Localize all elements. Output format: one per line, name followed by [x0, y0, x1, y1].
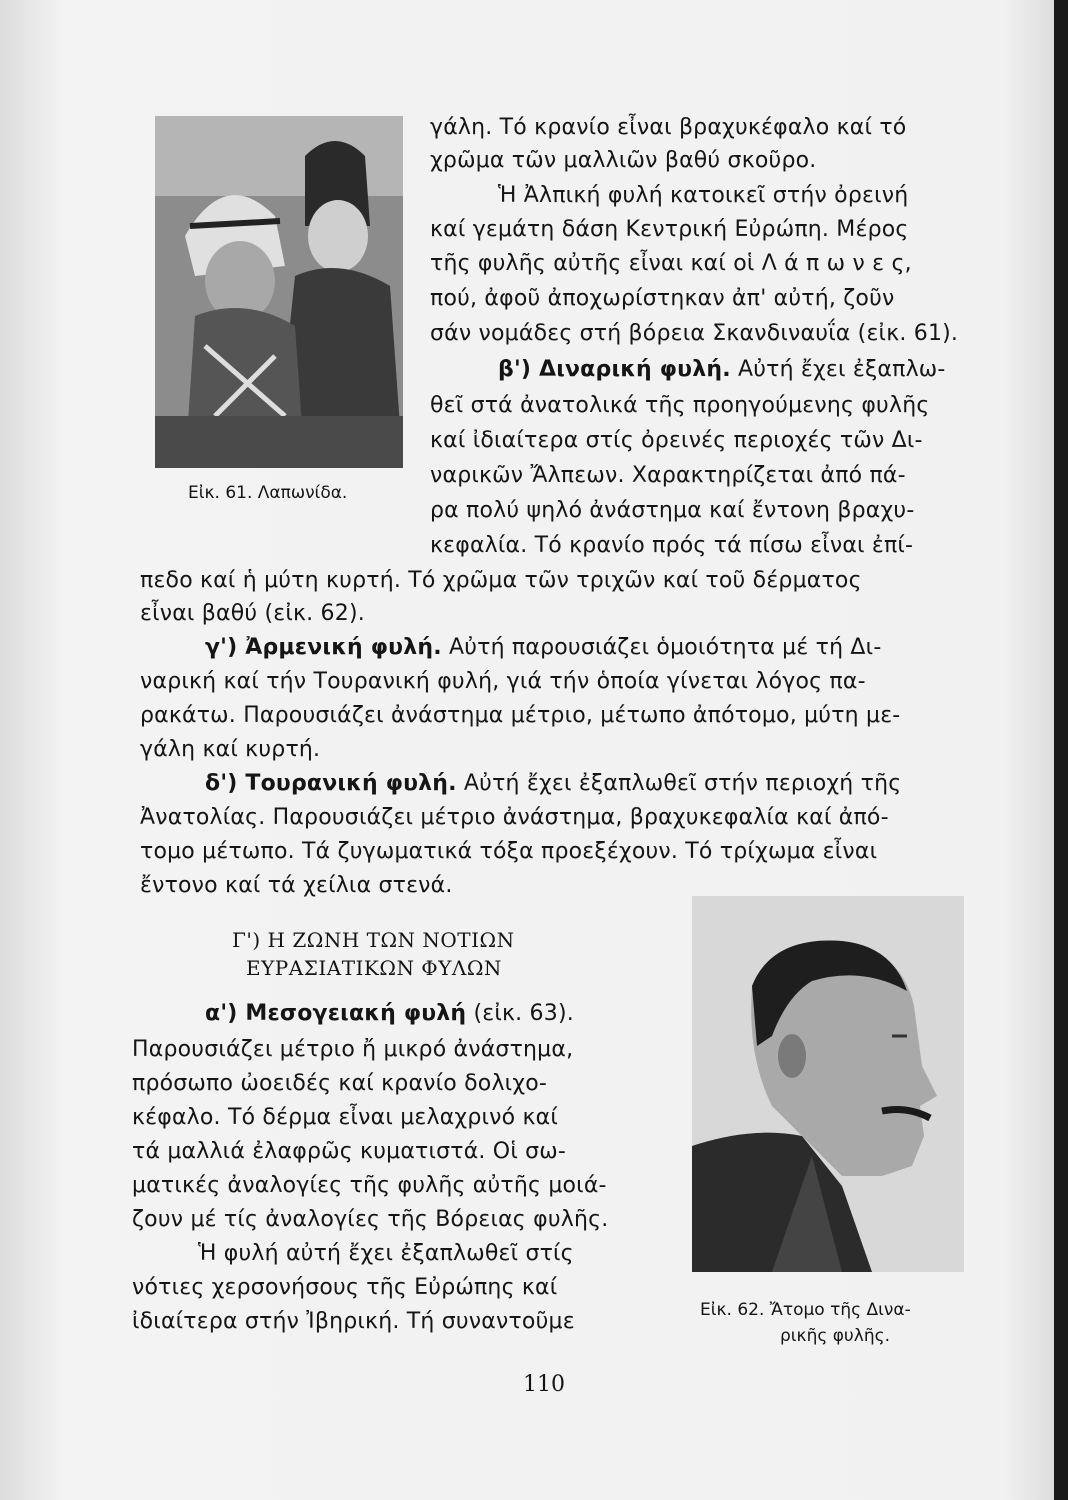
- text-line: καί ἰδιαίτερα στίς ὀρεινές περιοχές τῶν Δι-: [430, 428, 923, 453]
- text-line: ρακάτω. Παρουσιάζει ἀνάστημα μέτριο, μέτωπο ἀπότομο, μύτη με-: [140, 703, 901, 728]
- text-line: εἶναι βαθύ (εἰκ. 62).: [140, 601, 365, 626]
- text-line: γάλη καί κυρτή.: [140, 737, 321, 762]
- figure-62-caption-line1: Εἰκ. 62. Ἄτομο τῆς Δινα-: [700, 1300, 911, 1320]
- section-heading-line1: Γ') Η ΖΩΝΗ ΤΩΝ ΝΟΤΙΩΝ: [232, 928, 515, 952]
- text-line: Παρουσιάζει μέτριο ἤ μικρό ἀνάστημα,: [132, 1037, 574, 1062]
- text-line: νότιες χερσονήσους τῆς Εὐρώπης καί: [132, 1275, 558, 1300]
- figure-61-photo: [155, 116, 403, 468]
- armenian-line1-rest: Αὐτή παρουσιάζει ὁμοιότητα μέ τή Δι-: [441, 635, 882, 660]
- text-line: κεφαλία. Τό κρανίο πρός τά πίσω εἶναι ἐπί-: [430, 533, 914, 558]
- text-line: θεῖ στά ἀνατολικά τῆς προηγούμενης φυλῆς: [430, 393, 930, 418]
- dinaric-line1-rest: Αὐτή ἔχει ἐξαπλω-: [730, 357, 946, 382]
- figure-62-photo: [692, 896, 964, 1272]
- mediterranean-line1-rest: (εἰκ. 63).: [466, 1001, 574, 1026]
- text-line: τῆς φυλῆς αὐτῆς εἶναι καί οἱ Λ ά π ω ν ε ς,: [430, 251, 912, 276]
- page-edge: [1054, 0, 1068, 1500]
- text-line: ἔντονο καί τά χείλια στενά.: [140, 873, 453, 898]
- text-line: γάλη. Τό κρανίο εἶναι βραχυκέφαλο καί τό: [430, 115, 907, 140]
- armenian-label: γ') Ἀρμενική φυλή.: [205, 635, 442, 660]
- dinaric-label: β') Διναρική φυλή.: [498, 357, 731, 382]
- text-line: πού, ἀφοῦ ἀποχωρίστηκαν ἀπ' αὐτή, ζοῦν: [430, 286, 895, 311]
- text-line: πεδο καί ἡ μύτη κυρτή. Τό χρῶμα τῶν τριχῶν καί τοῦ δέρματος: [140, 568, 862, 593]
- turanian-heading-line: [205, 770, 901, 798]
- figure-62-caption-line2: ρικῆς φυλῆς.: [780, 1326, 890, 1346]
- text-line: ἰδιαίτερα στήν Ἰβηρική. Τή συναντοῦμε: [132, 1309, 575, 1334]
- text-line: τομο μέτωπο. Τά ζυγωματικά τόξα προεξέχουν. Τό τρίχωμα εἶναι: [140, 839, 878, 864]
- text-line: σάν νομάδες στή βόρεια Σκανδιναυΐα (εἰκ. 61).: [430, 321, 959, 346]
- text-line: Ἡ Ἀλπική φυλή κατοικεῖ στήν ὀρεινή: [498, 183, 909, 208]
- text-line: χρῶμα τῶν μαλλιῶν βαθύ σκοῦρο.: [430, 148, 817, 173]
- mediterranean-heading-line: [205, 1000, 574, 1028]
- page-number: 110: [523, 1372, 565, 1397]
- turanian-label: δ') Τουρανική φυλή.: [205, 771, 457, 796]
- text-line: καί γεμάτη δάση Κεντρική Εὐρώπη. Μέρος: [430, 217, 909, 242]
- text-line: Ἡ φυλή αὐτή ἔχει ἐξαπλωθεῖ στίς: [198, 1241, 574, 1266]
- section-heading-line2: ΕΥΡΑΣΙΑΤΙΚΩΝ ΦΥΛΩΝ: [246, 956, 502, 980]
- text-line: κέφαλο. Τό δέρμα εἶναι μελαχρινό καί: [132, 1105, 558, 1130]
- text-line: ζουν μέ τίς ἀναλογίες τῆς Βόρειας φυλῆς.: [132, 1207, 609, 1232]
- armenian-heading-line: [205, 634, 881, 662]
- dinaric-man-portrait: [692, 896, 964, 1272]
- text-line: πρόσωπο ὠοειδές καί κρανίο δολιχο-: [132, 1071, 548, 1096]
- dinaric-heading-line: [498, 356, 946, 384]
- figure-61-caption: Εἰκ. 61. Λαπωνίδα.: [188, 483, 348, 503]
- text-line: Ἀνατολίας. Παρουσιάζει μέτριο ἀνάστημα, βραχυκεφαλία καί ἀπό-: [140, 805, 889, 830]
- text-line: ρα πολύ ψηλό ἀνάστημα καί ἔντονη βραχυ-: [430, 498, 915, 523]
- turanian-line1-rest: Αὐτή ἔχει ἐξαπλωθεῖ στήν περιοχή τῆς: [456, 771, 902, 796]
- text-line: τά μαλλιά ἐλαφρῶς κυματιστά. Οἱ σω-: [132, 1139, 567, 1164]
- lapp-women-image: [155, 116, 403, 468]
- text-line: ναρική καί τήν Τουρανική φυλή, γιά τήν ὁποία γίνεται λόγος πα-: [140, 669, 866, 694]
- mediterranean-label: α') Μεσογειακή φυλή: [205, 1001, 467, 1026]
- text-line: ματικές ἀναλογίες τῆς φυλῆς αὐτῆς μοιά-: [132, 1173, 607, 1198]
- text-line: ναρικῶν Ἄλπεων. Χαρακτηρίζεται ἀπό πά-: [430, 463, 906, 488]
